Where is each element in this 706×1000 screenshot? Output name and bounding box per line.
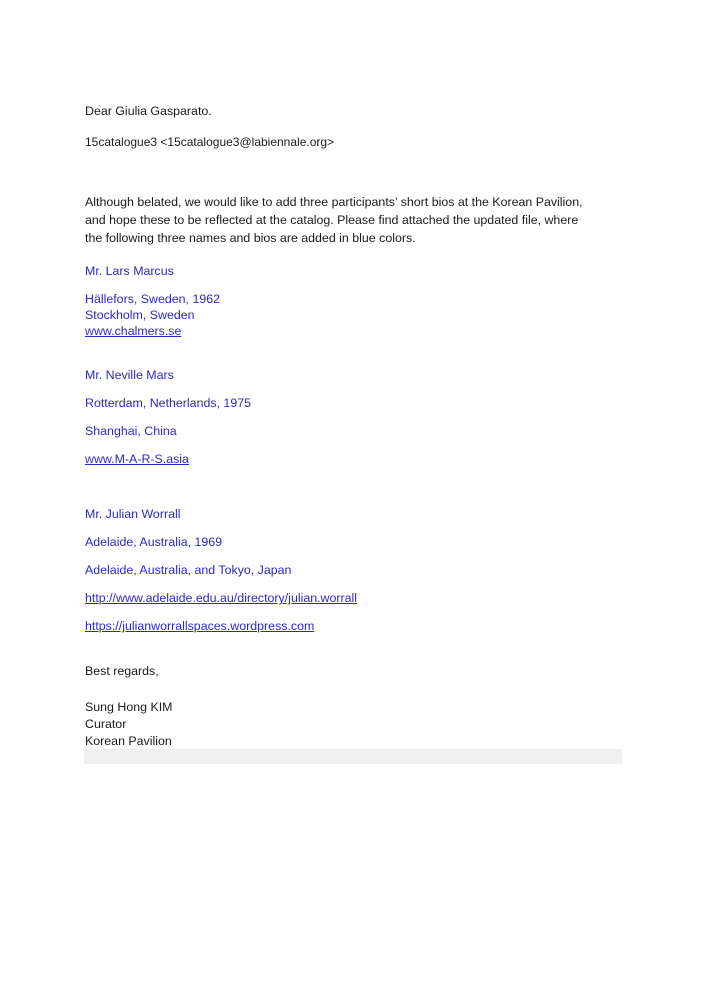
email-address-line: 15catalogue3 <15catalogue3@labiennale.org> [85,135,335,149]
closing: Best regards, [85,664,159,678]
participant-3-website-link-1[interactable]: http://www.adelaide.edu.au/directory/julian.worrall [85,591,358,605]
participant-2-birth: Rotterdam, Netherlands, 1975 [85,396,251,410]
signature-title: Curator [85,717,127,731]
participant-1-birth: Hällefors, Sweden, 1962 [85,292,221,306]
participant-3-website-link-2[interactable]: https://julianworrallspaces.wordpress.com [85,619,315,633]
greeting: Dear Giulia Gasparato. [85,104,212,118]
intro-line-1: Although belated, we would like to add three participants’ short bios at the Korean Pavilion, [85,195,583,209]
participant-1-residence: Stockholm, Sweden [85,308,195,322]
participant-3-residence: Adelaide, Australia, and Tokyo, Japan [85,563,292,577]
participant-2-website-link[interactable]: www.M-A-R-S.asia [85,452,189,466]
participant-2-name: Mr. Neville Mars [85,368,174,382]
participant-1-name: Mr. Lars Marcus [85,264,174,278]
participant-2-residence: Shanghai, China [85,424,177,438]
participant-3-name: Mr. Julian Worrall [85,507,181,521]
signature-organization: Korean Pavilion [85,734,172,748]
intro-line-3: the following three names and bios are added in blue colors. [85,231,416,245]
participant-3-birth: Adelaide, Australia, 1969 [85,535,223,549]
participant-1-website-link[interactable]: www.chalmers.se [85,324,182,338]
signature-shaded-row [84,749,622,764]
intro-line-2: and hope these to be reflected at the catalog. Please find attached the updated file, where [85,213,579,227]
signature-name: Sung Hong KIM [85,700,173,714]
